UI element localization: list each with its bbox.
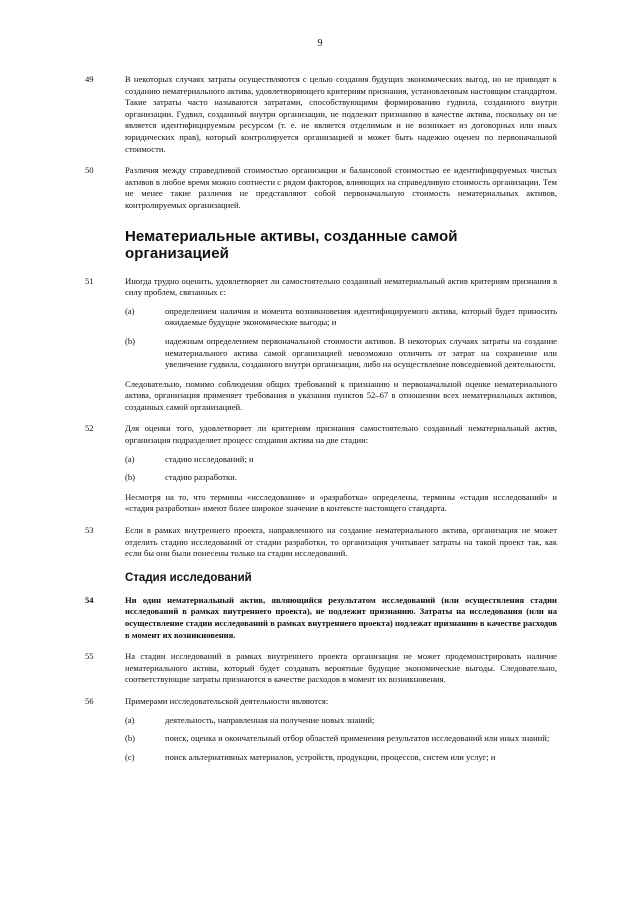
paragraph-49 [85, 74, 557, 155]
paragraph-50 [85, 165, 557, 211]
list-item-label: (b) [125, 733, 136, 744]
list-item-label: (a) [125, 453, 135, 464]
list-item [125, 733, 557, 745]
list-item [125, 472, 557, 484]
list-item-text: стадию разработки. [165, 472, 237, 483]
document-body [85, 74, 557, 773]
list-item [125, 306, 557, 329]
paragraph-text: Для оценки того, удовлетворяет ли критериям признания самостоятельно созданный нематериальный актив, организация подразделяет процесс создания актива на две стадии: [125, 423, 557, 446]
paragraph-text: В некоторых случаях затраты осуществляются с целью создания будущих экономических выгод, но не приводят к созданию нематериального актива, удовлетворяющего критериям признания, установленным настоящим стандартом. Такие затраты часто называются затратами, способствующими формированию гудвила, созданного внутри организации. Гудвил, созданный внутри организации, не подлежит признанию в качестве актива, поскольку он не является идентифицируемым ресурсом (т. е. не является отделимым и не возникает из договорных или иных юридических прав), который контролируется организацией и может быть надежно оценен по первоначальной стоимости. [125, 74, 557, 154]
list-item-label: (b) [125, 472, 136, 483]
list-item-text: стадию исследований; и [165, 453, 254, 464]
list-item-text: деятельность, направленная на получение новых знаний; [165, 714, 375, 725]
paragraph-56 [85, 696, 557, 763]
paragraph-number: 55 [85, 651, 94, 662]
list-item-text: поиск альтернативных материалов, устройств, продукции, процессов, систем или услуг; и [165, 751, 496, 762]
paragraph-number: 54 [85, 594, 94, 605]
paragraph-52 [85, 423, 557, 515]
paragraph-continuation: Следовательно, помимо соблюдения общих требований к признанию и первоначальной оценке нематериального актива, организация применяет требования и указания пунктов 52–67 в отношении всех нематериальных активов, созданных самой организацией. [125, 378, 557, 412]
paragraph-number: 49 [85, 74, 94, 84]
list-item-label: (a) [125, 714, 135, 725]
paragraph-text: Примерами исследовательской деятельности являются: [125, 695, 329, 706]
subsection-heading: Стадия исследований [125, 571, 252, 584]
list-item [125, 454, 557, 466]
paragraph-53 [85, 525, 557, 560]
section-heading: Нематериальные активы, созданные самой организацией [125, 227, 458, 262]
paragraph-number: 52 [85, 423, 94, 434]
list-item-label: (b) [125, 335, 136, 346]
paragraph-text: Иногда трудно оценить, удовлетворяет ли самостоятельно созданный нематериальный актив критериям признания в силу проблем, связанных с: [125, 275, 557, 298]
list-item-text: поиск, оценка и окончательный отбор областей применения результатов исследований или иных знаний; [165, 733, 550, 744]
list-item-label: (a) [125, 305, 135, 316]
paragraph-number: 51 [85, 275, 94, 286]
list-item [125, 715, 557, 727]
list-item-label: (c) [125, 751, 135, 762]
paragraph-number: 56 [85, 695, 94, 706]
paragraph-55 [85, 651, 557, 686]
paragraph-text: Ни один нематериальный актив, являющийся результатом исследований (или осуществления стадии исследований в рамках внутреннего проекта), не подлежит признанию. Затраты на исследования (или на осуществление стадии исследований в рамках внутреннего проекта) подлежат признанию в качестве расходов в момент их возникновения. [125, 594, 557, 640]
paragraph-text: На стадии исследований в рамках внутреннего проекта организация не может продемонстрировать наличие нематериального актива, который будет создавать вероятные будущие экономические выгоды. Следовательно, соответствующие затраты признаются в качестве расходов в момент их возникновения. [125, 651, 557, 685]
paragraph-text: Различия между справедливой стоимостью организации и балансовой стоимостью ее идентифицируемых чистых активов в любое время можно соотнести с рядом факторов, влияющих на справедливую стоимость организации. Тем не менее такие различия не представляют собой первоначальную стоимость нематериальных активов, контролируемых организацией. [125, 165, 557, 210]
list-item [125, 752, 557, 764]
paragraph-text: Если в рамках внутреннего проекта, направленного на создание нематериального актива, организация не может отделить стадию исследований от стадии разработки, то организация учитывает затраты на такой проект так, как если бы они были понесены только на стадии исследований. [125, 525, 557, 559]
paragraph-number: 50 [85, 165, 94, 176]
list-item-text: определением наличия и момента возникновения идентифицируемого актива, который будет приносить ожидаемые будущие экономические выгоды; и [165, 305, 557, 328]
paragraph-54 [85, 595, 557, 641]
page-number: 9 [317, 38, 323, 49]
paragraph-51 [85, 276, 557, 414]
paragraph-number: 53 [85, 525, 94, 536]
paragraph-continuation: Несмотря на то, что термины «исследования» и «разработка» определены, термины «стадия исследований» и «стадия разработки» имеют более широкое значение в контексте настоящего стандарта. [125, 491, 557, 514]
list-item-text: надежным определением первоначальной стоимости активов. В некоторых случаях затраты на создание нематериального актива самой организацией невозможно отличить от затрат на сохранение или увеличение гудвила, созданного внутри организации, либо на осуществление повседневной деятельности. [165, 335, 557, 370]
list-item [125, 336, 557, 371]
